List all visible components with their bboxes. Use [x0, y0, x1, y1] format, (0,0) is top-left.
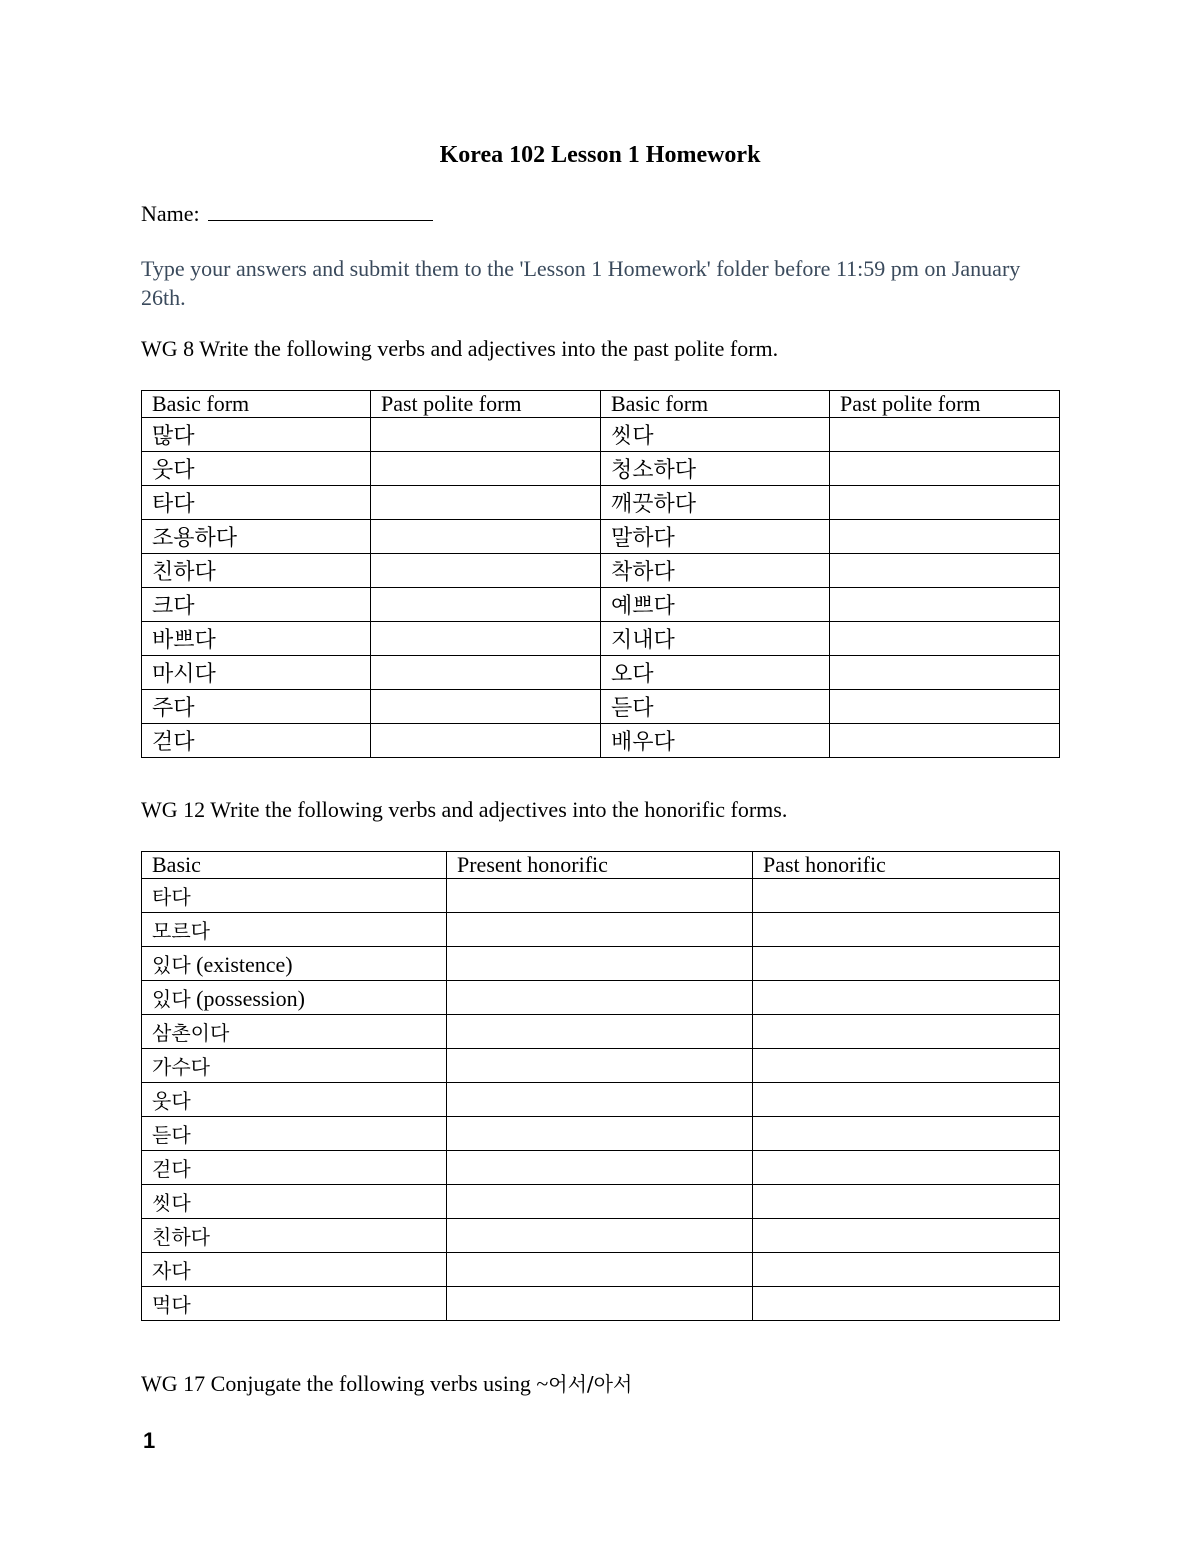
- wg12-table-row: [142, 1049, 1060, 1083]
- wg12-past-honorific-cell[interactable]: [753, 1049, 1060, 1083]
- wg8-header-row: [142, 391, 1060, 418]
- page-title: Korea 102 Lesson 1 Homework: [439, 142, 761, 168]
- wg8-table-row: [142, 486, 1060, 520]
- wg12-basic-cell: [142, 1219, 447, 1253]
- wg8-basic-form-cell: 오다: [601, 656, 830, 690]
- wg8-answer-cell[interactable]: [371, 452, 601, 486]
- wg8-answer-cell[interactable]: [371, 622, 601, 656]
- wg8-table-row: [142, 520, 1060, 554]
- wg8-answer-cell[interactable]: [830, 452, 1060, 486]
- wg12-present-honorific-cell[interactable]: [447, 913, 753, 947]
- name-blank-line: [208, 200, 433, 221]
- wg8-basic-form-cell: 착하다: [601, 554, 830, 588]
- wg12-table-row: [142, 1287, 1060, 1321]
- wg12-basic-cell: [142, 1287, 447, 1321]
- wg12-heading: WG 12 Write the following verbs and adjectives into the honorific forms.: [141, 797, 788, 822]
- wg8-header-cell: Past polite form: [371, 391, 601, 418]
- wg12-present-honorific-cell[interactable]: [447, 1219, 753, 1253]
- wg8-basic-form-cell: 말하다: [601, 520, 830, 554]
- wg8-answer-cell[interactable]: [830, 588, 1060, 622]
- wg12-basic-word: 웃다: [152, 1089, 191, 1113]
- wg12-basic-word: 듣다: [152, 1123, 191, 1147]
- wg8-basic-form-cell: 웃다: [142, 452, 371, 486]
- wg8-basic-form-cell: 주다: [142, 690, 371, 724]
- wg8-table-row: [142, 724, 1060, 758]
- wg8-basic-form-cell: 많다: [142, 418, 371, 452]
- wg8-table-row: [142, 418, 1060, 452]
- wg12-present-honorific-cell[interactable]: [447, 1287, 753, 1321]
- wg12-basic-cell: [142, 1253, 447, 1287]
- wg12-basic-note: (possession): [190, 986, 305, 1011]
- name-field: [141, 200, 433, 227]
- wg8-table-row: [142, 452, 1060, 486]
- wg8-table-row: [142, 690, 1060, 724]
- wg12-present-honorific-cell[interactable]: [447, 1015, 753, 1049]
- wg12-table-row: [142, 1151, 1060, 1185]
- wg12-present-honorific-cell[interactable]: [447, 1083, 753, 1117]
- wg8-basic-form-cell: 듣다: [601, 690, 830, 724]
- wg12-basic-cell: [142, 981, 447, 1015]
- wg8-table-row: [142, 554, 1060, 588]
- wg12-present-honorific-cell[interactable]: [447, 1049, 753, 1083]
- wg12-basic-word: 삼촌이다: [152, 1021, 230, 1045]
- wg12-table-row: [142, 913, 1060, 947]
- wg8-basic-form-cell: 친하다: [142, 554, 371, 588]
- wg17-heading: [141, 1368, 632, 1397]
- wg12-basic-word: 자다: [152, 1259, 191, 1283]
- wg12-basic-cell: [142, 913, 447, 947]
- wg12-present-honorific-cell[interactable]: [447, 1253, 753, 1287]
- wg12-basic-cell: [142, 1049, 447, 1083]
- wg17-heading-korean: 어서/아서: [548, 1372, 633, 1396]
- wg12-table-row: [142, 1253, 1060, 1287]
- wg8-answer-cell[interactable]: [830, 520, 1060, 554]
- wg8-answer-cell[interactable]: [830, 724, 1060, 758]
- wg12-header-row: [142, 852, 1060, 879]
- wg12-present-honorific-cell[interactable]: [447, 1185, 753, 1219]
- wg12-past-honorific-cell[interactable]: [753, 1219, 1060, 1253]
- wg12-basic-word: 먹다: [152, 1293, 191, 1317]
- wg12-basic-word: 가수다: [152, 1055, 210, 1079]
- wg12-header-cell: Past honorific: [753, 852, 1060, 879]
- wg12-basic-cell: [142, 947, 447, 981]
- wg12-basic-note: (existence): [190, 952, 293, 977]
- wg8-basic-form-cell: 크다: [142, 588, 371, 622]
- wg8-basic-form-cell: 마시다: [142, 656, 371, 690]
- wg8-answer-cell[interactable]: [371, 486, 601, 520]
- wg8-answer-cell[interactable]: [830, 554, 1060, 588]
- wg12-table: [141, 851, 1060, 1321]
- wg8-answer-cell[interactable]: [371, 724, 601, 758]
- wg12-basic-cell: [142, 1151, 447, 1185]
- name-label: Name:: [141, 201, 200, 226]
- wg8-basic-form-cell: 씻다: [601, 418, 830, 452]
- wg12-past-honorific-cell[interactable]: [753, 913, 1060, 947]
- wg8-table-row: [142, 622, 1060, 656]
- wg12-basic-word: 씻다: [152, 1191, 191, 1215]
- wg12-table-row: [142, 1219, 1060, 1253]
- wg12-past-honorific-cell[interactable]: [753, 1015, 1060, 1049]
- wg12-present-honorific-cell[interactable]: [447, 1117, 753, 1151]
- wg12-basic-cell: [142, 1083, 447, 1117]
- wg12-header-cell: Present honorific: [447, 852, 753, 879]
- wg8-table-row: [142, 588, 1060, 622]
- wg12-table-row: [142, 1117, 1060, 1151]
- wg12-past-honorific-cell[interactable]: [753, 1083, 1060, 1117]
- wg8-basic-form-cell: 지내다: [601, 622, 830, 656]
- wg12-past-honorific-cell[interactable]: [753, 879, 1060, 913]
- wg8-table-row: [142, 656, 1060, 690]
- wg12-basic-word: 타다: [152, 885, 191, 909]
- wg8-answer-cell[interactable]: [371, 554, 601, 588]
- wg12-past-honorific-cell[interactable]: [753, 981, 1060, 1015]
- wg12-past-honorific-cell[interactable]: [753, 1287, 1060, 1321]
- wg12-present-honorific-cell[interactable]: [447, 981, 753, 1015]
- wg12-basic-cell: [142, 1185, 447, 1219]
- wg8-header-cell: Basic form: [142, 391, 371, 418]
- wg12-past-honorific-cell[interactable]: [753, 1253, 1060, 1287]
- wg8-answer-cell[interactable]: [830, 690, 1060, 724]
- wg12-present-honorific-cell[interactable]: [447, 947, 753, 981]
- wg12-basic-word: 친하다: [152, 1225, 210, 1249]
- wg8-basic-form-cell: 걷다: [142, 724, 371, 758]
- wg12-past-honorific-cell[interactable]: [753, 1185, 1060, 1219]
- wg12-table-row: [142, 947, 1060, 981]
- wg8-basic-form-cell: 깨끗하다: [601, 486, 830, 520]
- wg12-table-row: [142, 981, 1060, 1015]
- wg12-basic-word: 있다: [152, 953, 191, 977]
- wg8-basic-form-cell: 예쁘다: [601, 588, 830, 622]
- wg12-basic-cell: [142, 1015, 447, 1049]
- wg12-table-row: [142, 1083, 1060, 1117]
- wg12-header-cell: Basic: [142, 852, 447, 879]
- wg8-basic-form-cell: 배우다: [601, 724, 830, 758]
- wg8-answer-cell[interactable]: [371, 418, 601, 452]
- page-number: 1: [143, 1428, 156, 1453]
- wg8-answer-cell[interactable]: [830, 486, 1060, 520]
- wg12-past-honorific-cell[interactable]: [753, 1117, 1060, 1151]
- wg8-answer-cell[interactable]: [371, 656, 601, 690]
- wg8-answer-cell[interactable]: [830, 622, 1060, 656]
- wg12-table-row: [142, 879, 1060, 913]
- wg12-basic-cell: [142, 879, 447, 913]
- wg8-answer-cell[interactable]: [371, 690, 601, 724]
- wg8-answer-cell[interactable]: [371, 588, 601, 622]
- wg12-present-honorific-cell[interactable]: [447, 879, 753, 913]
- wg8-basic-form-cell: 타다: [142, 486, 371, 520]
- wg8-header-cell: Past polite form: [830, 391, 1060, 418]
- wg8-answer-cell[interactable]: [830, 656, 1060, 690]
- instructions-text: Type your answers and submit them to the 'Lesson 1 Homework' folder before 11:59 pm on January 26th.: [141, 256, 1021, 310]
- wg12-basic-word: 있다: [152, 987, 191, 1011]
- wg12-basic-word: 걷다: [152, 1157, 191, 1181]
- wg8-basic-form-cell: 바쁘다: [142, 622, 371, 656]
- wg12-table-row: [142, 1015, 1060, 1049]
- wg8-answer-cell[interactable]: [371, 520, 601, 554]
- wg8-table: [141, 390, 1060, 758]
- wg12-table-row: [142, 1185, 1060, 1219]
- wg12-past-honorific-cell[interactable]: [753, 1151, 1060, 1185]
- wg8-basic-form-cell: 조용하다: [142, 520, 371, 554]
- wg12-present-honorific-cell[interactable]: [447, 1151, 753, 1185]
- wg8-heading: WG 8 Write the following verbs and adjectives into the past polite form.: [141, 336, 779, 361]
- wg8-basic-form-cell: 청소하다: [601, 452, 830, 486]
- wg17-heading-text: WG 17 Conjugate the following verbs using ~: [141, 1371, 549, 1396]
- wg12-basic-word: 모르다: [152, 919, 210, 943]
- wg12-basic-cell: [142, 1117, 447, 1151]
- wg8-header-cell: Basic form: [601, 391, 830, 418]
- wg8-answer-cell[interactable]: [830, 418, 1060, 452]
- wg12-past-honorific-cell[interactable]: [753, 947, 1060, 981]
